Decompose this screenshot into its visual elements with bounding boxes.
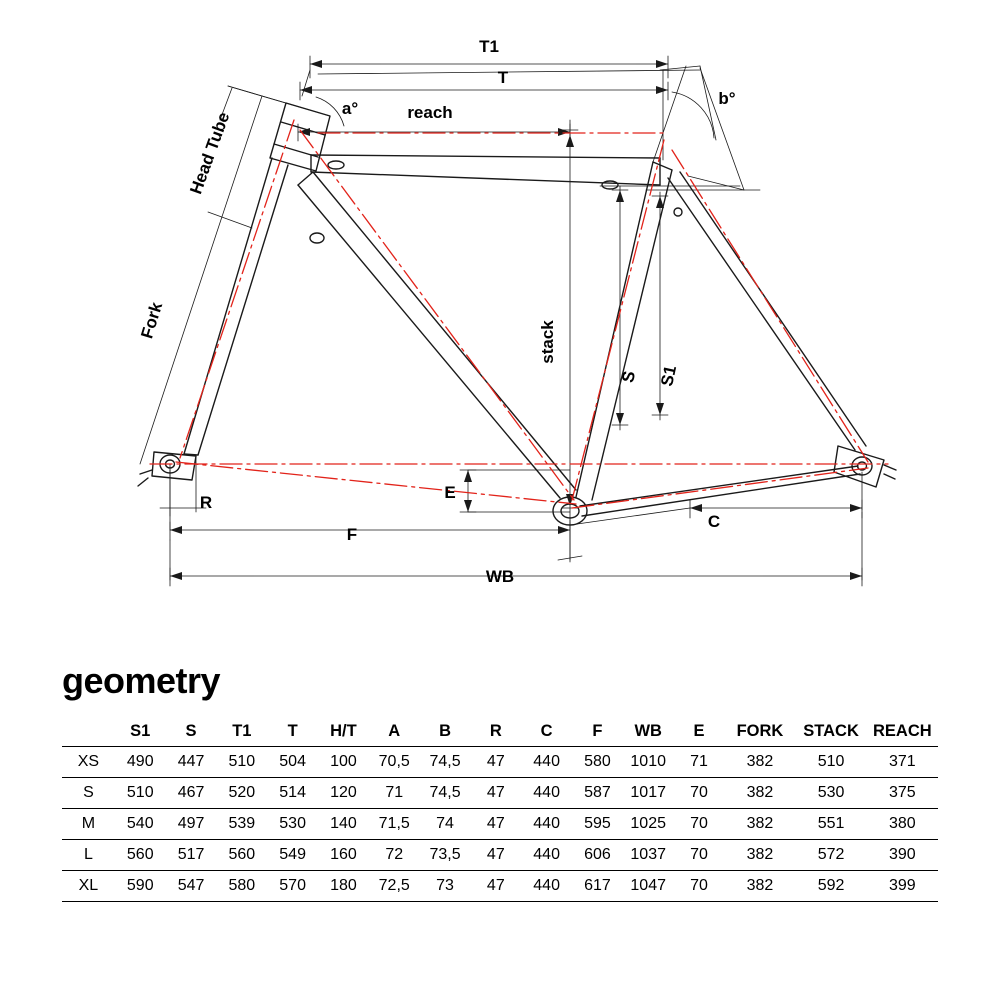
cell-stack: 572 bbox=[796, 840, 867, 871]
cell-s1: 510 bbox=[115, 778, 166, 809]
label-e: E bbox=[444, 483, 456, 502]
cell-e: 70 bbox=[674, 840, 725, 871]
row-size: S bbox=[62, 778, 115, 809]
cable-guide-hole bbox=[602, 181, 618, 189]
cell-t: 514 bbox=[267, 778, 318, 809]
seat-tube bbox=[576, 162, 672, 500]
geometry-table bbox=[62, 716, 938, 902]
cell-a: 70,5 bbox=[369, 747, 420, 778]
cell-b: 73 bbox=[420, 871, 471, 902]
cell-c: 440 bbox=[521, 747, 572, 778]
cell-r: 47 bbox=[470, 871, 521, 902]
cell-e: 70 bbox=[674, 809, 725, 840]
cell-fork: 382 bbox=[724, 840, 795, 871]
label-t: T bbox=[497, 68, 509, 87]
cell-a: 71,5 bbox=[369, 809, 420, 840]
cell-s1: 540 bbox=[115, 809, 166, 840]
label-t1: T1 bbox=[479, 37, 499, 56]
cell-ht: 120 bbox=[318, 778, 369, 809]
cell-f: 617 bbox=[572, 871, 623, 902]
cell-fork: 382 bbox=[724, 871, 795, 902]
cell-reach: 390 bbox=[867, 840, 938, 871]
cell-ht: 180 bbox=[318, 871, 369, 902]
label-reach: reach bbox=[407, 103, 453, 122]
cell-t1: 520 bbox=[216, 778, 267, 809]
column-header-t1: T1 bbox=[216, 716, 267, 747]
cell-b: 73,5 bbox=[420, 840, 471, 871]
cell-s1: 490 bbox=[115, 747, 166, 778]
cell-f: 580 bbox=[572, 747, 623, 778]
row-size: XS bbox=[62, 747, 115, 778]
front-dropout bbox=[138, 452, 196, 486]
cell-f: 606 bbox=[572, 840, 623, 871]
cell-reach: 399 bbox=[867, 871, 938, 902]
cell-reach: 380 bbox=[867, 809, 938, 840]
cell-e: 71 bbox=[674, 747, 725, 778]
cell-a: 72,5 bbox=[369, 871, 420, 902]
down-tube-hole bbox=[310, 233, 324, 243]
column-header-t: T bbox=[267, 716, 318, 747]
row-size: XL bbox=[62, 871, 115, 902]
cell-b: 74,5 bbox=[420, 747, 471, 778]
cell-t: 570 bbox=[267, 871, 318, 902]
cell-f: 587 bbox=[572, 778, 623, 809]
geometry-title: geometry bbox=[62, 660, 221, 701]
cell-t1: 539 bbox=[216, 809, 267, 840]
label-stack: stack bbox=[538, 320, 557, 364]
label-angle-b: b° bbox=[718, 89, 736, 108]
column-header-ht: H/T bbox=[318, 716, 369, 747]
label-fork: Fork bbox=[137, 299, 167, 341]
cell-ht: 100 bbox=[318, 747, 369, 778]
column-header-s1: S1 bbox=[115, 716, 166, 747]
cell-stack: 510 bbox=[796, 747, 867, 778]
dimension-arrows bbox=[170, 60, 862, 580]
cell-stack: 530 bbox=[796, 778, 867, 809]
cell-t: 504 bbox=[267, 747, 318, 778]
cell-b: 74,5 bbox=[420, 778, 471, 809]
rear-dropout bbox=[834, 446, 896, 487]
column-header-f: F bbox=[572, 716, 623, 747]
cell-c: 440 bbox=[521, 871, 572, 902]
cell-reach: 375 bbox=[867, 778, 938, 809]
cell-s: 547 bbox=[166, 871, 217, 902]
cell-s1: 560 bbox=[115, 840, 166, 871]
cell-ht: 140 bbox=[318, 809, 369, 840]
column-header-fork: FORK bbox=[724, 716, 795, 747]
cell-f: 595 bbox=[572, 809, 623, 840]
cell-ht: 160 bbox=[318, 840, 369, 871]
cell-c: 440 bbox=[521, 840, 572, 871]
cell-wb: 1037 bbox=[623, 840, 674, 871]
cell-t1: 580 bbox=[216, 871, 267, 902]
row-size: M bbox=[62, 809, 115, 840]
fork bbox=[184, 158, 288, 455]
down-tube bbox=[298, 172, 576, 498]
cell-wb: 1047 bbox=[623, 871, 674, 902]
cell-fork: 382 bbox=[724, 747, 795, 778]
geometry-section bbox=[0, 660, 1000, 902]
cell-t: 549 bbox=[267, 840, 318, 871]
column-header-size bbox=[62, 716, 115, 747]
column-header-c: C bbox=[521, 716, 572, 747]
cell-a: 71 bbox=[369, 778, 420, 809]
cell-a: 72 bbox=[369, 840, 420, 871]
cell-r: 47 bbox=[470, 778, 521, 809]
cell-s: 467 bbox=[166, 778, 217, 809]
row-size: L bbox=[62, 840, 115, 871]
cable-guide-hole bbox=[328, 161, 344, 169]
cell-wb: 1017 bbox=[623, 778, 674, 809]
cell-stack: 551 bbox=[796, 809, 867, 840]
cell-wb: 1025 bbox=[623, 809, 674, 840]
cell-e: 70 bbox=[674, 871, 725, 902]
column-header-stack: STACK bbox=[796, 716, 867, 747]
cell-r: 47 bbox=[470, 809, 521, 840]
cell-s: 517 bbox=[166, 840, 217, 871]
cell-r: 47 bbox=[470, 840, 521, 871]
cell-c: 440 bbox=[521, 809, 572, 840]
label-c: C bbox=[707, 512, 721, 531]
cell-reach: 371 bbox=[867, 747, 938, 778]
cell-stack: 592 bbox=[796, 871, 867, 902]
cell-fork: 382 bbox=[724, 809, 795, 840]
cell-s: 447 bbox=[166, 747, 217, 778]
cell-s1: 590 bbox=[115, 871, 166, 902]
label-f: F bbox=[346, 525, 358, 544]
seat-stay bbox=[668, 172, 866, 450]
label-angle-a: a° bbox=[341, 99, 359, 118]
cell-e: 70 bbox=[674, 778, 725, 809]
label-wb: WB bbox=[485, 567, 515, 586]
cell-fork: 382 bbox=[724, 778, 795, 809]
table-row bbox=[62, 778, 938, 809]
cell-c: 440 bbox=[521, 778, 572, 809]
cell-wb: 1010 bbox=[623, 747, 674, 778]
column-header-wb: WB bbox=[623, 716, 674, 747]
column-header-s: S bbox=[166, 716, 217, 747]
label-s: S bbox=[618, 369, 640, 385]
table-row bbox=[62, 747, 938, 778]
column-header-b: B bbox=[420, 716, 471, 747]
seat-tube-hole bbox=[674, 208, 682, 216]
column-header-r: R bbox=[470, 716, 521, 747]
column-header-reach: REACH bbox=[867, 716, 938, 747]
cell-t: 530 bbox=[267, 809, 318, 840]
cell-t1: 510 bbox=[216, 747, 267, 778]
column-header-a: A bbox=[369, 716, 420, 747]
cell-b: 74 bbox=[420, 809, 471, 840]
table-row bbox=[62, 871, 938, 902]
table-header-row bbox=[62, 716, 938, 747]
cell-r: 47 bbox=[470, 747, 521, 778]
table-row bbox=[62, 809, 938, 840]
label-s1: S1 bbox=[657, 363, 681, 389]
chain-stay bbox=[580, 466, 860, 516]
table-row bbox=[62, 840, 938, 871]
label-head-tube: Head Tube bbox=[186, 109, 234, 197]
cell-t1: 560 bbox=[216, 840, 267, 871]
column-header-e: E bbox=[674, 716, 725, 747]
label-r: R bbox=[199, 493, 213, 512]
cell-s: 497 bbox=[166, 809, 217, 840]
